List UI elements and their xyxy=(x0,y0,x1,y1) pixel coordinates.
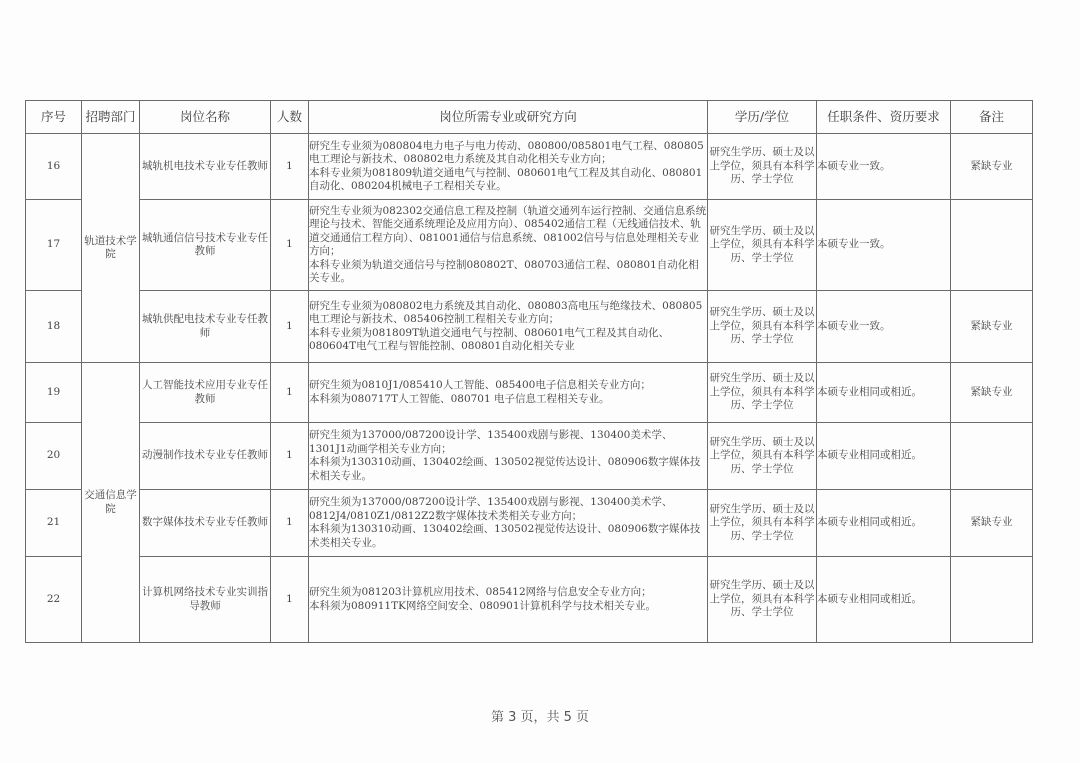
header-education: 学历/学位 xyxy=(708,101,817,134)
major-graduate-cont: 0812J4/0810Z1/0812Z2数字媒体技术类相关专业方向； xyxy=(309,509,583,522)
header-major: 岗位所需专业或研究方向 xyxy=(309,101,708,134)
table-row xyxy=(26,363,1033,423)
cell-count: 1 xyxy=(271,363,309,423)
cell-no: 19 xyxy=(26,363,82,423)
major-graduate: 研究生专业须为080802电力系统及其自动化、080803高电压与绝缘技术、080805电工理论与新技术、085406控制工程相关专业方向； xyxy=(309,299,703,325)
cell-major xyxy=(309,291,708,363)
cell-condition: 本硕专业相同或相近。 xyxy=(817,490,951,557)
cell-education: 研究生学历、硕士及以上学位，须具有本科学历、学士学位 xyxy=(708,200,817,291)
cell-condition: 本硕专业相同或相近。 xyxy=(817,423,951,490)
cell-no: 20 xyxy=(26,423,82,490)
major-undergraduate: 本科须为080911TK网络空间安全、080901计算机科学与技术相关专业。 xyxy=(309,599,657,612)
cell-no: 22 xyxy=(26,557,82,643)
cell-note: 紧缺专业 xyxy=(951,291,1033,363)
table-row xyxy=(26,423,1033,490)
cell-count: 1 xyxy=(271,134,309,200)
cell-count: 1 xyxy=(271,291,309,363)
cell-note: 紧缺专业 xyxy=(951,490,1033,557)
cell-no: 16 xyxy=(26,134,82,200)
cell-major xyxy=(309,134,708,200)
cell-major xyxy=(309,557,708,643)
cell-major xyxy=(309,490,708,557)
cell-department: 轨道技术学院 xyxy=(82,134,140,363)
major-undergraduate: 本科专业须为轨道交通信号与控制080802T、080703通信工程、080801自动化相关专业。 xyxy=(309,258,699,284)
major-undergraduate: 本科专业须为081809T轨道交通电气与控制、080601电气工程及其自动化、080604T电气工程与智能控制、080801自动化相关专业 xyxy=(309,326,670,352)
cell-note xyxy=(951,557,1033,643)
cell-major xyxy=(309,423,708,490)
cell-count: 1 xyxy=(271,490,309,557)
table-row xyxy=(26,134,1033,200)
cell-education: 研究生学历、硕士及以上学位，须具有本科学历、学士学位 xyxy=(708,291,817,363)
cell-note xyxy=(951,423,1033,490)
header-count: 人数 xyxy=(271,101,309,134)
recruitment-table xyxy=(25,100,1033,643)
major-undergraduate: 本科须为130310动画、130402绘画、130502视觉传达设计、080906数字媒体技术类相关专业。 xyxy=(309,523,701,549)
header-no: 序号 xyxy=(26,101,82,134)
cell-count: 1 xyxy=(271,423,309,490)
cell-education: 研究生学历、硕士及以上学位，须具有本科学历、学士学位 xyxy=(708,490,817,557)
cell-condition: 本硕专业相同或相近。 xyxy=(817,557,951,643)
major-graduate: 研究生须为0810J1/085410人工智能、085400电子信息相关专业方向； xyxy=(309,379,651,391)
cell-condition: 本硕专业一致。 xyxy=(817,291,951,363)
cell-no: 21 xyxy=(26,490,82,557)
cell-education: 研究生学历、硕士及以上学位，须具有本科学历、学士学位 xyxy=(708,134,817,200)
header-department: 招聘部门 xyxy=(82,101,140,134)
cell-position: 城轨通信信号技术专业专任教师 xyxy=(140,200,271,291)
cell-major xyxy=(309,200,708,291)
cell-count: 1 xyxy=(271,557,309,643)
header-position: 岗位名称 xyxy=(140,101,271,134)
cell-position: 动漫制作技术专业专任教师 xyxy=(140,423,271,490)
cell-note xyxy=(951,200,1033,291)
table-row xyxy=(26,291,1033,363)
major-graduate: 研究生专业须为080804电力电子与电力传动、080800/085801电气工程、080805电工理论与新技术、080802电力系统及其自动化相关专业方向； xyxy=(309,139,704,165)
cell-condition: 本硕专业一致。 xyxy=(817,200,951,291)
cell-position: 城轨机电技术专业专任教师 xyxy=(140,134,271,200)
cell-note: 紧缺专业 xyxy=(951,363,1033,423)
cell-department: 交通信息学院 xyxy=(82,363,140,643)
table-row xyxy=(26,490,1033,557)
major-undergraduate: 本科专业须为081809轨道交通电气与控制、080601电气工程及其自动化、080801自动化、080204机械电子工程相关专业。 xyxy=(309,166,703,192)
header-condition: 任职条件、资历要求 xyxy=(817,101,951,134)
cell-position: 数字媒体技术专业专任教师 xyxy=(140,490,271,557)
cell-note: 紧缺专业 xyxy=(951,134,1033,200)
major-graduate: 研究生须为137000/087200设计学、135400戏剧与影视、130400美术学、 xyxy=(309,496,673,508)
cell-education: 研究生学历、硕士及以上学位，须具有本科学历、学士学位 xyxy=(708,557,817,643)
cell-no: 18 xyxy=(26,291,82,363)
major-undergraduate: 本科须为080717T人工智能、080701 电子信息工程相关专业。 xyxy=(309,392,610,405)
cell-condition: 本硕专业相同或相近。 xyxy=(817,363,951,423)
major-graduate: 研究生专业须为082302交通信息工程及控制（轨道交通列车运行控制、交通信息系统理论与技术、智能交通系统理论及应用方向）、085402通信工程（无线通信技术、轨道交通通信工程方向）、081001通信与信息系统、081002信号与信息处理相关专业方向； xyxy=(309,204,707,257)
cell-education: 研究生学历、硕士及以上学位，须具有本科学历、学士学位 xyxy=(708,423,817,490)
cell-position: 城轨供配电技术专业专任教师 xyxy=(140,291,271,363)
cell-position: 计算机网络技术专业实训指导教师 xyxy=(140,557,271,643)
header-note: 备注 xyxy=(951,101,1033,134)
table-row xyxy=(26,200,1033,291)
cell-position: 人工智能技术应用专业专任教师 xyxy=(140,363,271,423)
cell-education: 研究生学历、硕士及以上学位，须具有本科学历、学士学位 xyxy=(708,363,817,423)
cell-no: 17 xyxy=(26,200,82,291)
major-undergraduate: 本科须为130310动画、130402绘画、130502视觉传达设计、080906数字媒体技术相关专业。 xyxy=(309,456,701,482)
table-header-row xyxy=(26,101,1033,134)
major-graduate: 研究生须为137000/087200设计学、135400戏剧与影视、130400美术学、1301J1动画学相关专业方向； xyxy=(309,429,673,455)
cell-condition: 本硕专业一致。 xyxy=(817,134,951,200)
page-number-footer: 第 3 页，共 5 页 xyxy=(490,710,590,725)
major-graduate: 研究生须为081203计算机应用技术、085412网络与信息安全专业方向； xyxy=(309,586,652,598)
table-row xyxy=(26,557,1033,643)
cell-count: 1 xyxy=(271,200,309,291)
cell-major xyxy=(309,363,708,423)
